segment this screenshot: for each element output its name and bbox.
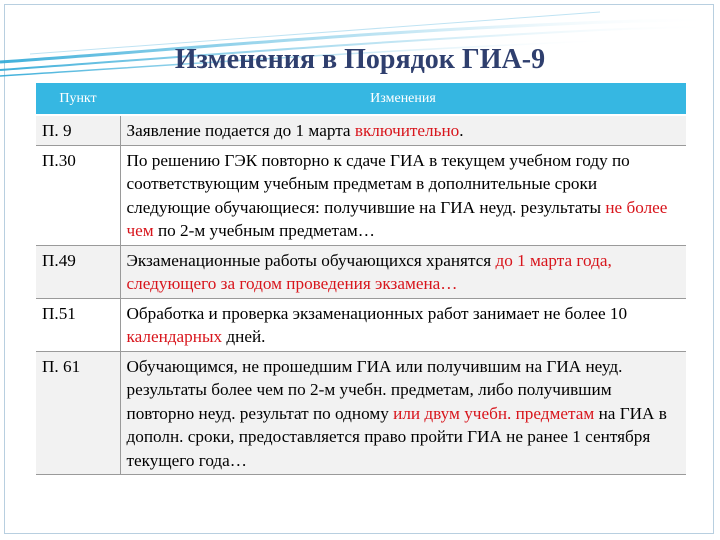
row-change-cell [120,351,686,475]
column-header-changes: Изменения [120,83,686,115]
row-item-cell: П.49 [36,245,120,298]
table-row [36,145,686,245]
row-change-cell [120,145,686,245]
row-item-cell: П.51 [36,298,120,351]
highlighted-text: или двум учебн. предметам [393,403,595,423]
table-row [36,245,686,298]
row-item-cell: П. 61 [36,351,120,475]
table-row [36,298,686,351]
highlighted-text: до 1 марта года, следующего за годом проведения экзамена… [126,250,612,293]
change-text: дней. [222,327,266,346]
change-text: Обучающимся, не прошедшим ГИА или получившим на ГИА неуд. результаты более чем по 2-м учебн. предметам, либо получившим повторно неуд. результат по одному [126,356,623,423]
row-change-cell [120,298,686,351]
change-text: на ГИА в дополн. сроки, предоставляется право пройти ГИА не ранее 1 сентября текущего года… [126,403,667,470]
highlighted-text: не более чем [126,197,668,240]
row-change-cell [120,115,686,145]
change-text: По решению ГЭК повторно к сдаче ГИА в текущем учебном году по соответствующим учебным предметам в дополнительные сроки следующие обучающиеся: получившие на ГИА неуд. результаты [126,150,630,217]
change-text: по 2-м учебным предметам… [153,221,375,240]
highlighted-text: включительно [354,121,460,140]
change-text: Заявление подается до 1 марта [126,121,355,140]
changes-table [36,83,686,475]
change-text: Обработка и проверка экзаменационных работ занимает не более 10 [126,303,628,323]
slide-title: Изменения в Порядок ГИА-9 [174,44,546,75]
table-row [36,351,686,475]
row-item-cell: П.30 [36,145,120,245]
change-text: Экзаменационные работы обучающихся хранятся [126,250,496,270]
change-text: . [459,121,464,140]
highlighted-text: календарных [126,327,223,346]
row-item-cell: П. 9 [36,115,120,145]
table-header-row [36,83,686,115]
table-row [36,115,686,145]
row-change-cell [120,245,686,298]
column-header-item: Пункт [36,83,120,115]
